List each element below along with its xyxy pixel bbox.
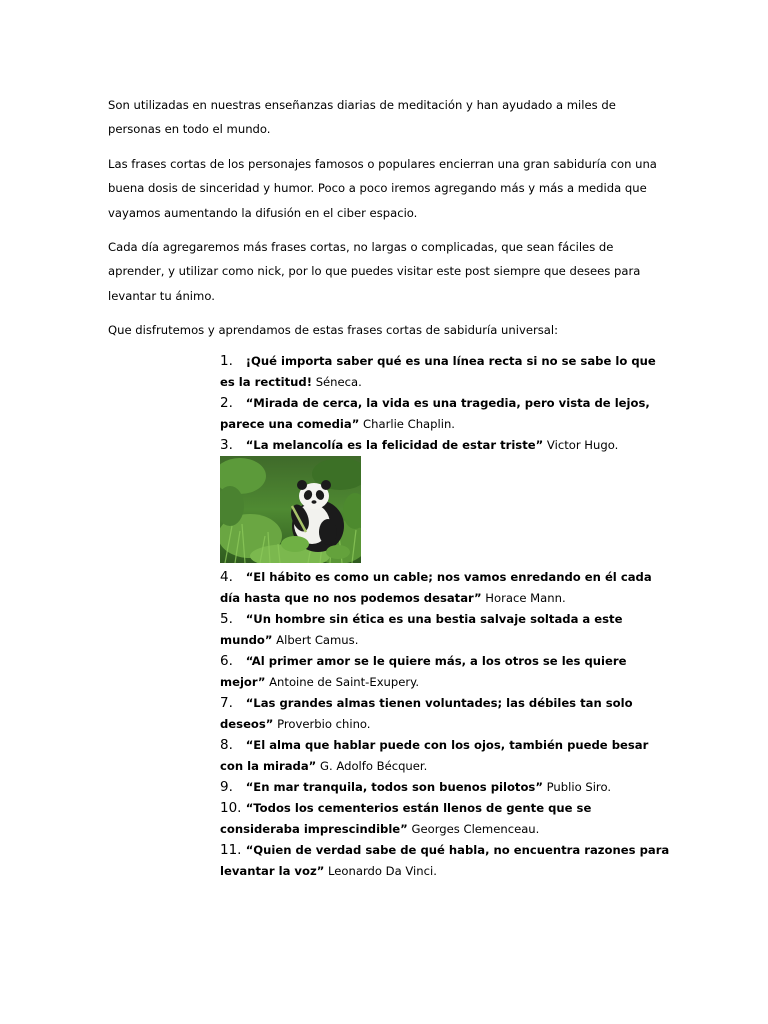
list-item bbox=[220, 693, 670, 735]
quote-author: Georges Clemenceau. bbox=[411, 822, 540, 836]
quote-author: Victor Hugo. bbox=[546, 438, 619, 452]
quote-author: G. Adolfo Bécquer. bbox=[320, 759, 428, 773]
list-item bbox=[220, 777, 670, 798]
item-number: 1. bbox=[220, 353, 233, 369]
intro-paragraph-3: Cada día agregaremos más frases cortas, no largas o complicadas, que sean fáciles de aprender, y utilizar como nick, por lo que puedes visitar este post siempre que desees para levantar tu ánimo. bbox=[108, 240, 641, 303]
list-item bbox=[220, 609, 670, 651]
quote-author: Leonardo Da Vinci. bbox=[328, 864, 437, 878]
panda-photo bbox=[220, 456, 361, 563]
quote-text: “Mirada de cerca, la vida es una tragedia, pero vista de lejos, parece una comedia” bbox=[220, 396, 650, 431]
quote-text: “Al primer amor se le quiere más, a los otros se les quiere mejor” bbox=[220, 654, 627, 689]
list-item bbox=[220, 435, 670, 456]
quote-text: “El hábito es como un cable; nos vamos enredando en él cada día hasta que no nos podemos desatar” bbox=[220, 570, 652, 605]
item-number: 7. bbox=[220, 695, 233, 711]
item-number: 2. bbox=[220, 395, 233, 411]
quote-text: “Un hombre sin ética es una bestia salvaje soltada a este mundo” bbox=[220, 612, 623, 647]
item-number: 6. bbox=[220, 653, 233, 669]
item-number: 5. bbox=[220, 611, 233, 627]
quote-author: Antoine de Saint-Exupery. bbox=[269, 675, 420, 689]
quote-author: Proverbio chino. bbox=[277, 717, 371, 731]
item-number: 4. bbox=[220, 569, 233, 585]
item-number: 11. bbox=[220, 842, 242, 858]
list-item bbox=[220, 840, 670, 882]
list-item bbox=[220, 651, 670, 693]
item-number: 9. bbox=[220, 779, 233, 795]
quote-text: “Las grandes almas tienen voluntades; las débiles tan solo deseos” bbox=[220, 696, 633, 731]
quote-text: “Quien de verdad sabe de qué habla, no encuentra razones para levantar la voz” bbox=[220, 843, 670, 878]
list-item bbox=[220, 567, 670, 609]
list-item bbox=[220, 798, 670, 840]
list-item bbox=[220, 351, 670, 393]
quote-text: “El alma que hablar puede con los ojos, también puede besar con la mirada” bbox=[220, 738, 649, 773]
quote-author: Séneca. bbox=[315, 375, 362, 389]
quote-text: “La melancolía es la felicidad de estar triste” bbox=[245, 438, 544, 452]
intro-paragraph-2: Las frases cortas de los personajes famosos o populares encierran una gran sabiduría con una buena dosis de sinceridad y humor. Poco a poco iremos agregando más y más a medida que vayamos aumentando la difusión en el ciber espacio. bbox=[108, 157, 657, 220]
quote-author: Horace Mann. bbox=[485, 591, 566, 605]
list-item bbox=[220, 735, 670, 777]
list-item bbox=[220, 393, 670, 435]
quote-author: Charlie Chaplin. bbox=[363, 417, 455, 431]
intro-paragraph-1: Son utilizadas en nuestras enseñanzas diarias de meditación y han ayudado a miles de personas en todo el mundo. bbox=[108, 98, 616, 137]
quote-text: ¡Qué importa saber qué es una línea recta si no se sabe lo que es la rectitud! bbox=[220, 354, 656, 389]
item-number: 10. bbox=[220, 800, 242, 816]
item-number: 8. bbox=[220, 737, 233, 753]
quote-author: Publio Siro. bbox=[546, 780, 612, 794]
quote-author: Albert Camus. bbox=[276, 633, 359, 647]
quote-text: “Todos los cementerios están llenos de gente que se consideraba imprescindible” bbox=[220, 801, 592, 836]
intro-paragraph-4: Que disfrutemos y aprendamos de estas frases cortas de sabiduría universal: bbox=[108, 323, 559, 337]
item-number: 3. bbox=[220, 437, 233, 453]
quote-text: “En mar tranquila, todos son buenos pilotos” bbox=[245, 780, 543, 794]
quotes-list bbox=[220, 351, 670, 882]
